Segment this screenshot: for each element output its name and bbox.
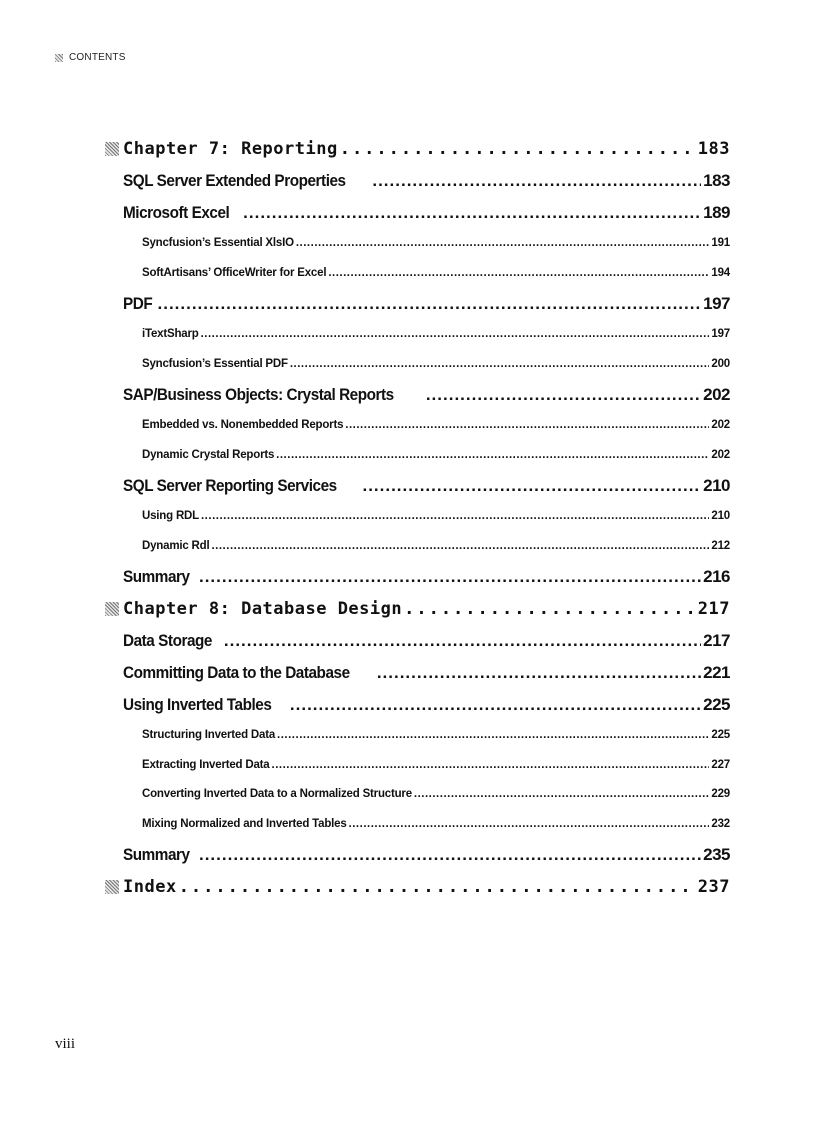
dot-leader — [290, 350, 710, 380]
dot-leader — [201, 320, 710, 350]
toc-entry-sub[interactable] — [142, 320, 730, 350]
toc-entry-page: 210 — [703, 476, 730, 495]
toc-entry-page: 197 — [711, 328, 730, 340]
toc-entry-title: PDF — [123, 294, 153, 313]
toc-entry-title: Using Inverted Tables — [123, 695, 272, 714]
toc-entry-sub[interactable] — [142, 350, 730, 380]
toc-entry-chapter[interactable] — [105, 133, 730, 165]
dot-leader — [201, 502, 709, 532]
page-number: viii — [55, 1036, 76, 1052]
toc-entry-page: 235 — [703, 845, 730, 864]
table-of-contents — [105, 133, 730, 903]
toc-entry-sub[interactable] — [142, 411, 730, 441]
dot-leader — [296, 229, 710, 259]
toc-entry-title: Syncfusion’s Essential PDF — [142, 357, 288, 370]
toc-entry-sub[interactable] — [142, 751, 730, 781]
toc-entry-title: Syncfusion’s Essential XlsIO — [142, 237, 294, 249]
toc-entry-page: 216 — [703, 567, 730, 586]
toc-entry-section[interactable] — [123, 470, 730, 502]
dot-leader — [272, 751, 710, 781]
toc-entry-section[interactable] — [123, 197, 730, 229]
toc-entry-page: 197 — [703, 294, 730, 313]
toc-entry-page: 229 — [711, 788, 730, 800]
toc-entry-section[interactable] — [123, 165, 730, 197]
toc-entry-page: 227 — [711, 758, 730, 771]
toc-entry-title: Embedded vs. Nonembedded Reports — [142, 419, 344, 431]
dot-leader — [345, 411, 709, 441]
toc-entry-title: Mixing Normalized and Inverted Tables — [142, 817, 347, 830]
dot-leader — [340, 133, 696, 165]
dot-leader — [349, 810, 710, 840]
toc-entry-page: 210 — [711, 510, 730, 522]
toc-entry-sub[interactable] — [142, 810, 730, 840]
toc-entry-sub[interactable] — [142, 441, 730, 471]
dot-leader — [372, 165, 701, 197]
dot-leader — [179, 871, 696, 903]
toc-entry-page: 221 — [703, 663, 730, 682]
toc-entry-page: 183 — [703, 171, 730, 190]
toc-entry-section[interactable] — [123, 561, 730, 593]
toc-entry-page: 217 — [703, 631, 730, 650]
toc-entry-page: 194 — [711, 266, 730, 279]
toc-entry-page: 225 — [703, 695, 730, 714]
toc-entry-chapter[interactable] — [105, 593, 730, 625]
toc-entry-title: Using RDL — [142, 510, 199, 522]
toc-entry-section[interactable] — [123, 689, 730, 721]
toc-entry-page: 237 — [697, 877, 730, 897]
dot-leader — [290, 689, 701, 721]
dot-leader — [362, 470, 701, 502]
toc-entry-title: iTextSharp — [142, 328, 199, 340]
dot-leader — [158, 288, 702, 320]
toc-entry-sub[interactable] — [142, 229, 730, 259]
toc-entry-title: Dynamic Crystal Reports — [142, 448, 275, 461]
toc-entry-chapter[interactable] — [105, 871, 730, 903]
dot-leader — [277, 721, 709, 751]
dot-leader — [404, 593, 696, 625]
dot-leader — [377, 657, 701, 689]
toc-entry-title: Chapter 7: Reporting — [123, 139, 338, 159]
toc-entry-section[interactable] — [123, 625, 730, 657]
toc-entry-title: Microsoft Excel — [123, 203, 230, 222]
toc-entry-sub[interactable] — [142, 721, 730, 751]
dot-leader — [414, 780, 710, 810]
dot-leader — [243, 197, 701, 229]
dot-leader — [276, 441, 709, 471]
toc-entry-page: 232 — [711, 817, 730, 830]
toc-entry-title: Data Storage — [123, 631, 212, 650]
dot-leader — [224, 625, 701, 657]
toc-entry-page: 212 — [711, 539, 730, 552]
toc-entry-page: 189 — [703, 203, 730, 222]
toc-entry-page: 202 — [711, 419, 730, 431]
toc-entry-title: Committing Data to the Database — [123, 663, 350, 682]
toc-entry-title: Converting Inverted Data to a Normalized Structure — [142, 788, 412, 800]
toc-entry-title: SQL Server Reporting Services — [123, 476, 337, 495]
toc-entry-title: Structuring Inverted Data — [142, 729, 276, 741]
toc-entry-page: 191 — [711, 237, 730, 249]
toc-entry-title: Summary — [123, 845, 190, 864]
toc-entry-title: Summary — [123, 567, 190, 586]
hatched-square-icon — [105, 602, 119, 616]
dot-leader — [328, 259, 709, 289]
hatched-square-icon — [105, 142, 119, 156]
toc-entry-section[interactable] — [123, 657, 730, 689]
toc-entry-page: 202 — [703, 385, 730, 404]
toc-entry-page: 217 — [697, 599, 730, 619]
toc-entry-title: Extracting Inverted Data — [142, 758, 270, 771]
toc-entry-title: Index — [123, 877, 177, 897]
toc-entry-title: SoftArtisans’ OfficeWriter for Excel — [142, 266, 327, 279]
toc-entry-page: 225 — [711, 729, 730, 741]
dot-leader — [211, 532, 709, 562]
toc-entry-sub[interactable] — [142, 259, 730, 289]
toc-entry-sub[interactable] — [142, 780, 730, 810]
toc-entry-section[interactable] — [123, 288, 730, 320]
toc-entry-sub[interactable] — [142, 532, 730, 562]
dot-leader — [426, 379, 701, 411]
toc-entry-section[interactable] — [123, 839, 730, 871]
hatched-square-icon — [105, 880, 119, 894]
toc-entry-section[interactable] — [123, 379, 730, 411]
dot-leader — [199, 839, 701, 871]
toc-entry-page: 200 — [711, 357, 730, 370]
toc-entry-title: SQL Server Extended Properties — [123, 171, 346, 190]
toc-entry-page: 202 — [711, 448, 730, 461]
toc-entry-page: 183 — [697, 139, 730, 159]
toc-entry-sub[interactable] — [142, 502, 730, 532]
toc-entry-title: Dynamic Rdl — [142, 539, 210, 552]
hatched-square-icon — [55, 54, 63, 62]
running-head-label: CONTENTS — [69, 52, 126, 63]
running-head — [55, 52, 126, 63]
toc-entry-title: SAP/Business Objects: Crystal Reports — [123, 385, 394, 404]
toc-entry-title: Chapter 8: Database Design — [123, 599, 403, 619]
dot-leader — [199, 561, 701, 593]
